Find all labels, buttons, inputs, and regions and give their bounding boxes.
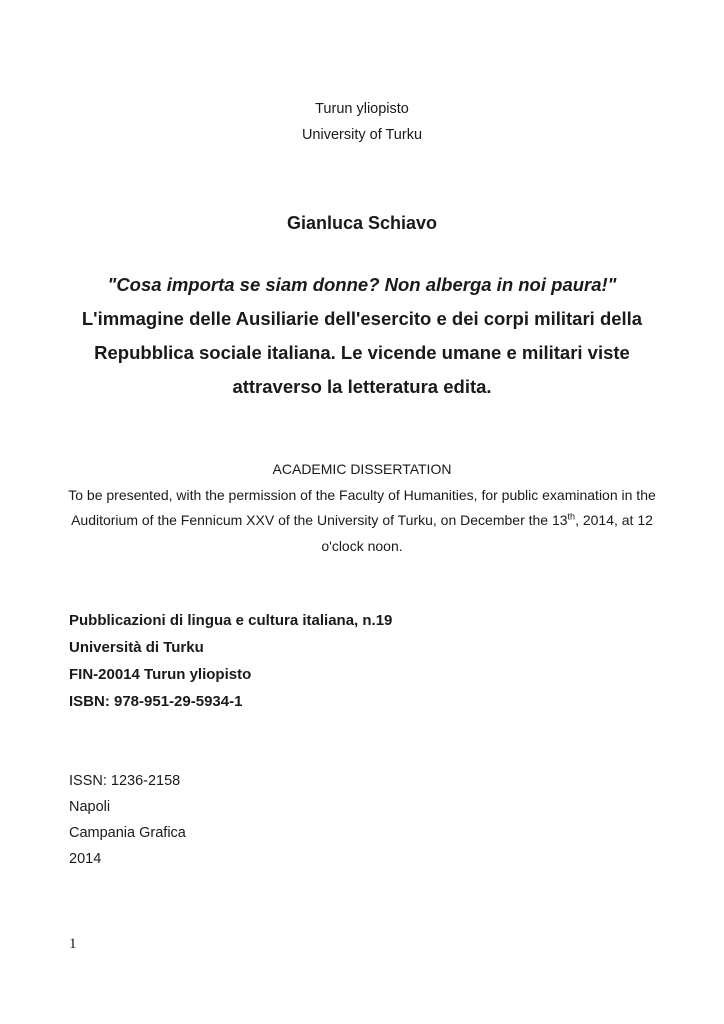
imprint-year: 2014 bbox=[69, 851, 102, 867]
publication-isbn: ISBN: 978-951-29-5934-1 bbox=[69, 693, 243, 710]
publication-university: Università di Turku bbox=[69, 639, 204, 656]
dissertation-text-main: To be presented, with the permission of the Faculty of Humanities, for public examination in the Auditorium of the Fennicum XXV of the University of Turku, on December the 13 bbox=[68, 486, 656, 528]
dissertation-title bbox=[62, 268, 662, 404]
imprint-info bbox=[69, 768, 186, 872]
date-superscript: th bbox=[567, 511, 576, 522]
publication-info bbox=[69, 607, 392, 715]
imprint-city: Napoli bbox=[69, 799, 111, 815]
dissertation-notice bbox=[60, 457, 664, 559]
imprint-issn: ISSN: 1236-2158 bbox=[69, 773, 181, 789]
title-subtitle: L'immagine delle Ausiliarie dell'esercito e dei corpi militari della Repubblica sociale italiana. Le vicende umane e militari viste attraverso la letteratura edita. bbox=[81, 308, 643, 397]
dissertation-text-end: , 2014, at 12 o'clock noon. bbox=[321, 512, 653, 554]
university-header bbox=[0, 96, 724, 148]
university-name-english: University of Turku bbox=[301, 127, 423, 143]
university-name-finnish: Turun yliopisto bbox=[315, 101, 409, 117]
page-number: 1 bbox=[69, 936, 77, 952]
publication-series: Pubblicazioni di lingua e cultura italiana, n.19 bbox=[69, 612, 393, 629]
dissertation-heading: ACADEMIC DISSERTATION bbox=[272, 461, 452, 477]
imprint-publisher: Campania Grafica bbox=[69, 825, 186, 841]
title-quote: "Cosa importa se siam donne? Non alberga in noi paura!" bbox=[107, 274, 617, 295]
dissertation-text bbox=[68, 487, 656, 554]
author-name: Gianluca Schiavo bbox=[286, 213, 438, 233]
publication-address: FIN-20014 Turun yliopisto bbox=[69, 666, 252, 683]
